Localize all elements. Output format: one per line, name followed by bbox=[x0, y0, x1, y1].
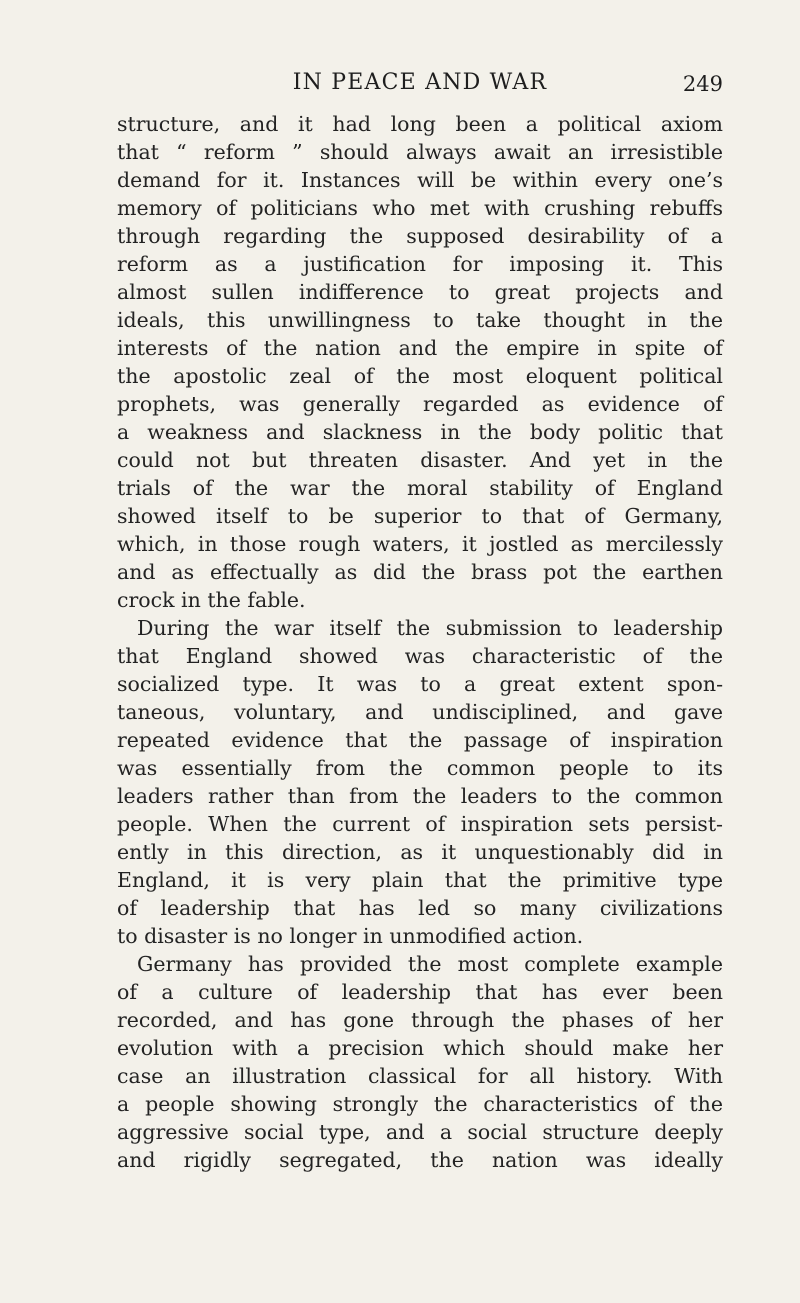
text-line: a weakness and slackness in the body politic that bbox=[117, 420, 723, 444]
text-line: which, in those rough waters, it jostled as mercilessly bbox=[117, 532, 723, 556]
paragraph-first-line: During the war itself the submission to leadership bbox=[137, 616, 723, 640]
body-text bbox=[117, 110, 723, 1174]
running-head: IN PEACE AND WAR bbox=[292, 70, 548, 95]
text-line: prophets, was generally regarded as evidence of bbox=[117, 392, 723, 416]
text-line: evolution with a precision which should make her bbox=[117, 1036, 723, 1060]
text-line: was essentially from the common people to its bbox=[117, 756, 723, 780]
text-line: ently in this direction, as it unquestionably did in bbox=[117, 840, 723, 864]
text-line: through regarding the supposed desirability of a bbox=[117, 224, 723, 248]
page-header bbox=[117, 70, 723, 106]
text-line: a people showing strongly the characteristics of the bbox=[117, 1092, 723, 1116]
text-line: socialized type. It was to a great extent spon- bbox=[117, 672, 723, 696]
text-line: could not but threaten disaster. And yet in the bbox=[117, 448, 723, 472]
text-line: reform as a justification for imposing it. This bbox=[117, 252, 723, 276]
paragraph-last-line: crock in the fable. bbox=[117, 588, 306, 612]
text-line: people. When the current of inspiration sets persist- bbox=[117, 812, 723, 836]
text-line: trials of the war the moral stability of England bbox=[117, 476, 723, 500]
text-line: showed itself to be superior to that of Germany, bbox=[117, 504, 723, 528]
text-line: of leadership that has led so many civilizations bbox=[117, 896, 723, 920]
text-line: interests of the nation and the empire in spite of bbox=[117, 336, 723, 360]
text-line: that “ reform ” should always await an irresistible bbox=[117, 140, 723, 164]
text-line: repeated evidence that the passage of inspiration bbox=[117, 728, 723, 752]
text-line: memory of politicians who met with crushing rebuffs bbox=[117, 196, 723, 220]
text-line: demand for it. Instances will be within every one’s bbox=[117, 168, 723, 192]
text-line: aggressive social type, and a social structure deeply bbox=[117, 1120, 723, 1144]
text-line: almost sullen indifference to great projects and bbox=[117, 280, 723, 304]
text-line: taneous, voluntary, and undisciplined, and gave bbox=[117, 700, 723, 724]
paragraph-first-line: Germany has provided the most complete example bbox=[137, 952, 723, 976]
text-line: case an illustration classical for all history. With bbox=[117, 1064, 723, 1088]
text-line: and as effectually as did the brass pot the earthen bbox=[117, 560, 723, 584]
text-line: recorded, and has gone through the phases of her bbox=[117, 1008, 723, 1032]
page-number: 249 bbox=[682, 72, 723, 96]
text-line: and rigidly segregated, the nation was ideally bbox=[117, 1148, 723, 1172]
text-line: structure, and it had long been a political axiom bbox=[117, 112, 723, 136]
text-line: England, it is very plain that the primitive type bbox=[117, 868, 723, 892]
paragraph-last-line: to disaster is no longer in unmodified action. bbox=[117, 924, 584, 948]
text-line: that England showed was characteristic of the bbox=[117, 644, 723, 668]
text-line: the apostolic zeal of the most eloquent political bbox=[117, 364, 723, 388]
text-line: ideals, this unwillingness to take thought in the bbox=[117, 308, 723, 332]
text-line: leaders rather than from the leaders to the common bbox=[117, 784, 723, 808]
text-line: of a culture of leadership that has ever been bbox=[117, 980, 723, 1004]
